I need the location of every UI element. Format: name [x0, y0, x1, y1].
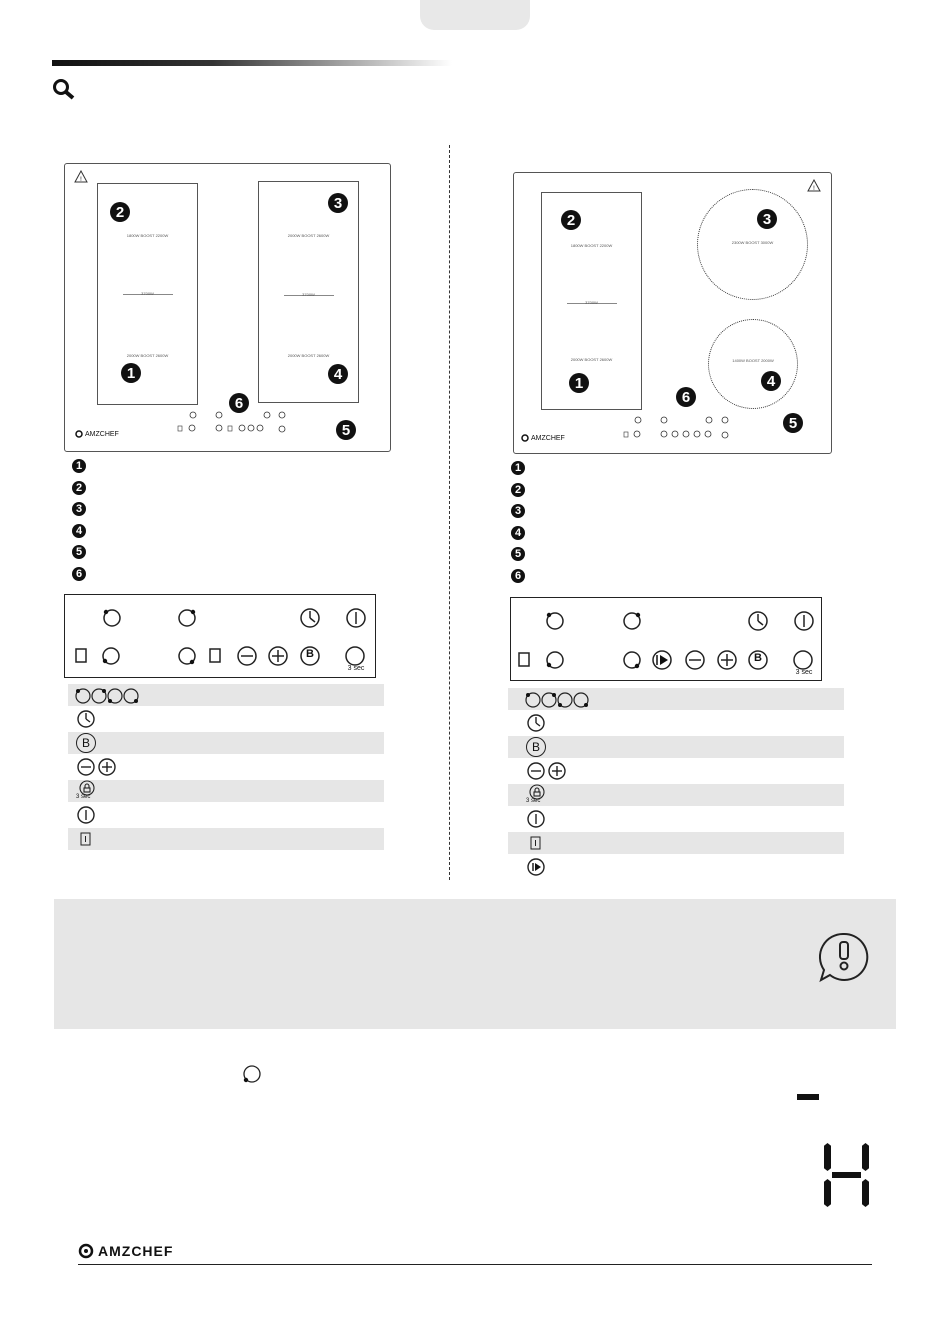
display-marker: 6	[229, 393, 249, 413]
bridge-label: 3700W	[141, 291, 154, 296]
h-segment	[824, 1179, 831, 1207]
zone-label: 2000W BOOST 2600W	[287, 233, 330, 238]
legend-number: 1	[72, 459, 86, 473]
zone-label: 2300W BOOST 3000W	[731, 240, 774, 245]
brand-mark-icon	[521, 434, 529, 442]
brand-mark-icon	[78, 1243, 94, 1259]
display-marker: 6	[676, 387, 696, 407]
pause-icon	[526, 857, 546, 877]
magnifier-icon	[52, 78, 76, 100]
zone-label: 1800W BOOST 2200W	[126, 233, 169, 238]
mini-control-panel	[622, 414, 732, 442]
control-icons	[65, 595, 375, 677]
legend-row-minus-plus	[508, 760, 844, 782]
zone-right-flex	[258, 181, 359, 403]
bridge-icon	[530, 836, 542, 850]
lock-hold-label: 3 sec	[526, 798, 541, 804]
bridge-icon	[80, 832, 92, 846]
left-legend-list	[72, 459, 86, 581]
legend-number: 5	[72, 545, 86, 559]
footer-line	[78, 1264, 872, 1265]
zone-large-circle	[697, 189, 808, 300]
timer-icon	[526, 713, 546, 733]
zone-selector-icon	[241, 1063, 263, 1085]
h-segment	[824, 1143, 831, 1171]
boost-icon: B	[76, 733, 96, 753]
zone-number: 4	[761, 371, 781, 391]
notice-box	[54, 899, 896, 1029]
svg-text:!: !	[80, 177, 82, 183]
h-display	[824, 1141, 869, 1209]
zone-number: 2	[110, 202, 130, 222]
zone-label: 2000W BOOST 2600W	[570, 357, 613, 362]
minus-plus-icon	[526, 761, 570, 781]
legend-number: 4	[72, 524, 86, 538]
legend-number: 4	[511, 526, 525, 540]
power-icon	[76, 805, 96, 825]
brand-name: AMZCHEF	[98, 1243, 174, 1259]
legend-row-lock	[68, 780, 384, 802]
brand-name: AMZCHEF	[531, 434, 565, 442]
legend-row-minus-plus	[68, 756, 384, 778]
bridge-label: 3700W	[585, 300, 598, 305]
legend-row-timer	[68, 708, 384, 730]
column-divider	[449, 145, 450, 880]
zone-number: 3	[328, 193, 348, 213]
legend-row-boost	[508, 736, 844, 758]
right-control-panel	[510, 597, 822, 681]
brand-logo	[521, 434, 565, 442]
warning-icon	[74, 170, 88, 183]
zone-selector-icons	[73, 686, 153, 704]
right-icon-legend	[508, 688, 844, 878]
legend-number: 6	[72, 567, 86, 581]
zone-number: 4	[328, 364, 348, 384]
boost-icon: B	[526, 737, 546, 757]
legend-number: 6	[511, 569, 525, 583]
lock-hold-label: 3 sec	[76, 794, 91, 800]
legend-row-power	[68, 804, 384, 826]
panel-marker: 5	[336, 420, 356, 440]
mini-control-panel	[175, 407, 295, 437]
svg-text:!: !	[813, 186, 815, 192]
boost-letter: B	[306, 648, 314, 660]
control-icons	[511, 598, 821, 680]
timer-icon	[76, 709, 96, 729]
legend-row-boost	[68, 732, 384, 754]
legend-row-zone-selectors	[508, 688, 844, 710]
zone-selector-icons	[523, 690, 603, 708]
left-icon-legend	[68, 684, 384, 850]
minus-plus-icon	[76, 757, 120, 777]
zone-number: 1	[569, 373, 589, 393]
legend-number: 2	[511, 483, 525, 497]
zone-left-flex	[97, 183, 198, 405]
legend-row-bridge	[68, 828, 384, 850]
legend-row-zone-selectors	[68, 684, 384, 706]
notice-bubble-icon	[818, 931, 870, 983]
brand-name: AMZCHEF	[85, 430, 119, 438]
legend-number: 3	[511, 504, 525, 518]
legend-row-pause	[508, 856, 844, 878]
legend-row-bridge	[508, 832, 844, 854]
h-segment	[832, 1172, 861, 1178]
left-cooktop-diagram	[64, 163, 391, 452]
zone-label: 1400W BOOST 2000W	[732, 358, 774, 363]
lock-hold-label: 3 sec	[795, 669, 813, 676]
legend-row-power	[508, 808, 844, 830]
h-segment	[862, 1143, 869, 1171]
legend-number: 3	[72, 502, 86, 516]
right-cooktop-diagram	[513, 172, 832, 454]
zone-label: 2000W BOOST 2600W	[126, 353, 169, 358]
zone-number: 3	[757, 209, 777, 229]
footer-brand	[78, 1243, 173, 1259]
legend-number: 5	[511, 547, 525, 561]
zone-label: 2000W BOOST 2600W	[287, 353, 330, 358]
bridge-label: 3700W	[302, 292, 315, 297]
right-legend-list	[511, 461, 525, 583]
zone-label: 1800W BOOST 2200W	[570, 243, 613, 248]
legend-number: 1	[511, 461, 525, 475]
brand-mark-icon	[75, 430, 83, 438]
legend-number: 2	[72, 481, 86, 495]
header-bar	[52, 60, 452, 66]
brand-logo	[75, 430, 119, 438]
left-control-panel	[64, 594, 376, 678]
h-segment	[862, 1179, 869, 1207]
zone-number: 2	[561, 210, 581, 230]
zone-number: 1	[121, 363, 141, 383]
page-tab	[420, 0, 530, 30]
legend-row-timer	[508, 712, 844, 734]
boost-letter: B	[754, 652, 762, 664]
zone-small-circle	[708, 319, 798, 409]
power-icon	[526, 809, 546, 829]
dash-display	[797, 1094, 819, 1100]
warning-icon	[807, 179, 821, 192]
zone-left-flex	[541, 192, 642, 410]
legend-row-lock	[508, 784, 844, 806]
lock-hold-label: 3 sec	[347, 665, 365, 672]
panel-marker: 5	[783, 413, 803, 433]
